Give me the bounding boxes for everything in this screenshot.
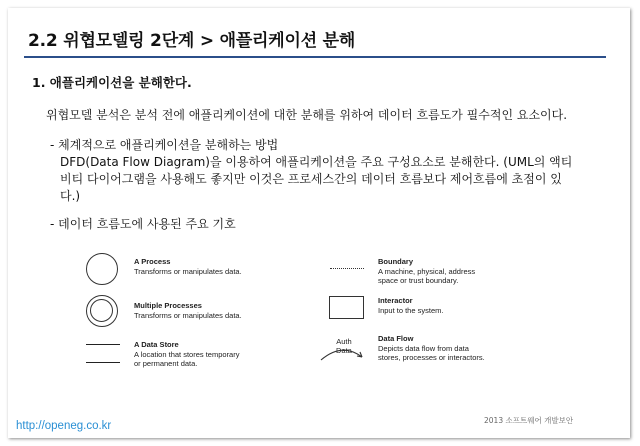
symbol-store xyxy=(134,340,239,369)
symbol-boundary-desc-1: A machine, physical, address xyxy=(378,266,476,276)
slide-title: 2.2 위협모델링 2단계 > 애플리케이션 분해 xyxy=(28,31,356,51)
data-flow-arrow-icon xyxy=(318,343,366,363)
intro-paragraph: 위협모델 분석은 분석 전에 애플리케이션에 대한 분해를 위하여 데이터 흐름도가 필수적인 요소이다. xyxy=(46,108,568,122)
multiple-process-circle-icon xyxy=(86,295,118,327)
process-circle-icon xyxy=(86,253,118,285)
symbol-flow-desc-1: Depicts data flow from data xyxy=(378,343,469,353)
symbol-store-name: A Data Store xyxy=(134,340,179,349)
symbol-multiple-desc: Transforms or manipulates data. xyxy=(134,310,242,320)
symbol-interactor xyxy=(378,296,443,315)
symbol-interactor-name: Interactor xyxy=(378,296,413,305)
footer-url-link[interactable]: http://openeg.co.kr xyxy=(16,420,112,432)
symbol-interactor-desc: Input to the system. xyxy=(378,305,444,315)
bullet-symbols: - 데이터 흐름도에 사용된 주요 기호 xyxy=(50,217,236,231)
interactor-box-icon xyxy=(329,296,364,319)
footer-copyright: 2013 소프트웨어 개발보안 xyxy=(484,416,574,425)
bullet-line-2: 비티 다이어그램을 사용해도 좋지만 이것은 프로세스간의 데이터 흐름보다 제어흐름에 초점이 있 xyxy=(60,172,562,186)
data-store-bottom-line xyxy=(86,362,120,363)
symbol-store-desc-1: A location that stores temporary xyxy=(134,349,240,359)
symbol-boundary xyxy=(378,257,475,286)
symbol-flow-name: Data Flow xyxy=(378,334,414,343)
section-heading: 1. 애플리케이션을 분해한다. xyxy=(32,75,192,90)
symbol-multiple-name: Multiple Processes xyxy=(134,301,202,310)
bullet-title: - 체계적으로 애플리케이션을 분해하는 방법 xyxy=(50,138,279,152)
bullet-line-1: DFD(Data Flow Diagram)을 이용하여 애플리케이션을 주요 구성요소로 분해한다. (UML의 액티 xyxy=(60,155,573,169)
symbol-store-desc-2: or permanent data. xyxy=(134,359,198,368)
symbol-process xyxy=(134,257,242,276)
data-store-top-line xyxy=(86,344,120,345)
boundary-dotted-line xyxy=(330,268,364,269)
symbol-process-name: A Process xyxy=(134,257,171,266)
bullet-line-3: 다.) xyxy=(60,189,81,203)
inner-circle-icon xyxy=(90,299,113,322)
title-divider xyxy=(24,56,606,58)
bullet-decompose-method xyxy=(50,137,572,205)
symbol-multiple xyxy=(134,301,242,320)
symbol-flow xyxy=(378,334,485,363)
data-flow-label-2: Data xyxy=(336,346,352,355)
data-flow-label-1: Auth xyxy=(336,337,352,346)
symbol-boundary-name: Boundary xyxy=(378,257,414,266)
symbol-flow-desc-2: stores, processes or interactors. xyxy=(378,353,485,362)
symbol-boundary-desc-2: space or trust boundary. xyxy=(378,276,459,285)
symbol-process-desc: Transforms or manipulates data. xyxy=(134,266,242,276)
